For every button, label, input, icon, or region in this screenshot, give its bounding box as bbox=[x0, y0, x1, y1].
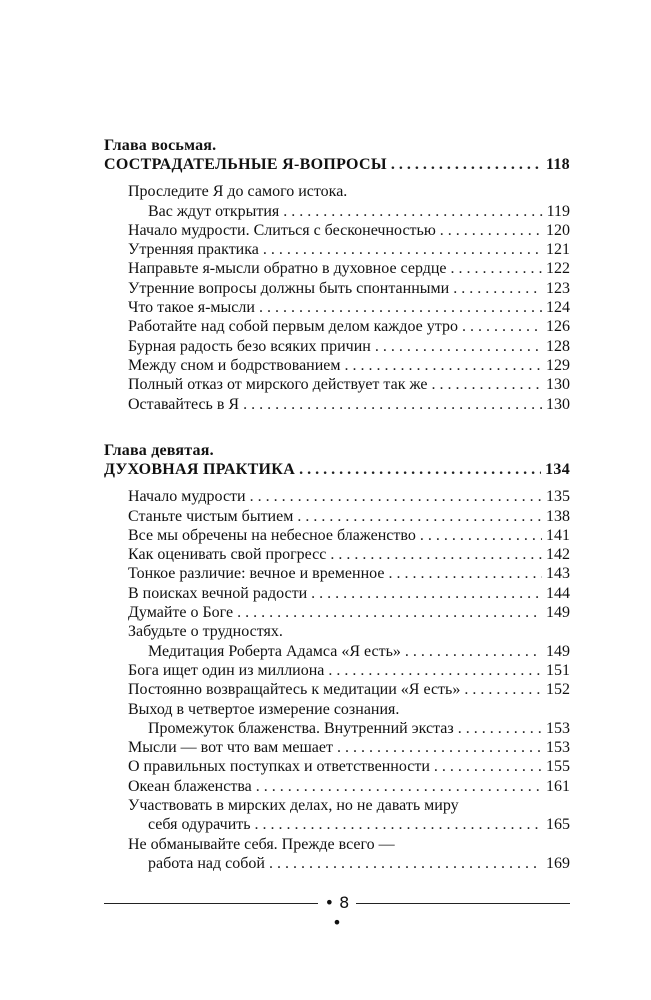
page-ref: 149 bbox=[546, 642, 570, 660]
page-ref: 130 bbox=[546, 376, 570, 394]
page-ref: 122 bbox=[546, 260, 570, 278]
toc-entry-text: Что такое я-мысли bbox=[128, 299, 255, 317]
leader-dots bbox=[255, 815, 542, 834]
toc-entry bbox=[128, 395, 570, 414]
page-ref: 120 bbox=[546, 221, 570, 239]
leader-dots bbox=[458, 719, 542, 738]
toc-entry-text: Станьте чистым бытием bbox=[128, 507, 294, 525]
toc-entry-text: Океан блаженства bbox=[128, 777, 252, 795]
toc-entry-text: работа над собой bbox=[148, 854, 265, 872]
page-ref: 123 bbox=[546, 279, 570, 297]
page-ref: 134 bbox=[545, 461, 570, 478]
toc-entry-line: Не обманывайте себя. Прежде всего — bbox=[128, 835, 395, 853]
chapter-title-row bbox=[104, 155, 570, 174]
toc-entry-text: Работайте над собой первым делом каждое утро bbox=[128, 318, 458, 336]
chapter-eight bbox=[104, 136, 570, 414]
toc-entry bbox=[128, 680, 570, 699]
leader-dots bbox=[420, 526, 542, 545]
leader-dots bbox=[263, 240, 542, 259]
leader-dots bbox=[453, 279, 542, 298]
leader-dots bbox=[299, 460, 541, 479]
toc-entry-text: Утренняя практика bbox=[128, 241, 259, 259]
page-ref: 118 bbox=[545, 156, 570, 173]
toc-entry bbox=[128, 487, 570, 506]
chapter-title: ДУХОВНАЯ ПРАКТИКА bbox=[104, 461, 296, 478]
leader-dots bbox=[405, 642, 542, 661]
toc-entry bbox=[148, 719, 570, 738]
toc-entry bbox=[128, 738, 570, 757]
page-ref: 149 bbox=[546, 604, 570, 622]
toc-entry-text: Бурная радость безо всяких причин bbox=[128, 337, 371, 355]
leader-dots bbox=[464, 680, 542, 699]
toc-entry bbox=[128, 317, 570, 336]
toc-entry-text: Оставайтесь в Я bbox=[128, 395, 240, 413]
toc-entry-text: О правильных поступках и ответственности bbox=[128, 758, 430, 776]
chapter-label: Глава девятая. bbox=[104, 442, 214, 459]
leader-dots bbox=[431, 375, 542, 394]
toc-entry-text: Мысли — вот что вам мешает bbox=[128, 739, 333, 757]
leader-dots bbox=[297, 507, 542, 526]
toc-entry-line: Выход в четвертое измерение сознания. bbox=[128, 700, 400, 718]
leader-dots bbox=[328, 661, 542, 680]
toc-entry-text: Постоянно возвращайтесь к медитации «Я есть» bbox=[128, 681, 461, 699]
toc-entry-text: Между сном и бодрствованием bbox=[128, 356, 341, 374]
page-ref: 126 bbox=[546, 318, 570, 336]
leader-dots bbox=[330, 545, 542, 564]
leader-dots bbox=[375, 337, 542, 356]
toc-entry bbox=[128, 661, 570, 680]
toc-entry bbox=[128, 507, 570, 526]
page-ref: 165 bbox=[546, 816, 570, 834]
leader-dots bbox=[311, 584, 542, 603]
toc-entry-text: В поисках вечной радости bbox=[128, 584, 308, 602]
toc-entry bbox=[128, 564, 570, 583]
toc-entry bbox=[148, 854, 570, 873]
page-ref: 141 bbox=[546, 526, 570, 544]
page-ref: 151 bbox=[546, 661, 570, 679]
toc-entry bbox=[128, 545, 570, 564]
toc-entry-text: Бога ищет один из миллиона bbox=[128, 661, 325, 679]
leader-dots bbox=[250, 487, 542, 506]
leader-dots bbox=[440, 221, 542, 240]
toc-entry bbox=[148, 815, 570, 834]
page-ref: 130 bbox=[546, 395, 570, 413]
toc-entry bbox=[128, 777, 570, 796]
toc-entry-line: Участвовать в мирских делах, но не давать миру bbox=[128, 797, 459, 815]
page-footer bbox=[104, 893, 570, 932]
toc-entry bbox=[128, 757, 570, 776]
footer-rule-right bbox=[356, 903, 570, 904]
leader-dots bbox=[259, 298, 542, 317]
leader-dots bbox=[345, 356, 542, 375]
leader-dots bbox=[388, 564, 542, 583]
leader-dots bbox=[283, 202, 542, 221]
toc-entry bbox=[148, 202, 570, 221]
leader-dots bbox=[256, 777, 542, 796]
leader-dots bbox=[462, 317, 542, 336]
page-ref: 129 bbox=[546, 356, 570, 374]
toc-entry-text: Начало мудрости. Слиться с бесконечностью bbox=[128, 221, 436, 239]
page-ref: 155 bbox=[546, 758, 570, 776]
toc-entry bbox=[148, 642, 570, 661]
page-ref: 152 bbox=[546, 681, 570, 699]
page-ref: 119 bbox=[546, 202, 570, 220]
toc-entry bbox=[128, 526, 570, 545]
page-ref: 153 bbox=[546, 719, 570, 737]
toc-entry bbox=[128, 356, 570, 375]
page-ref: 124 bbox=[546, 299, 570, 317]
chapter-label: Глава восьмая. bbox=[104, 137, 217, 154]
toc-entry bbox=[128, 240, 570, 259]
toc-entry bbox=[128, 337, 570, 356]
leader-dots bbox=[237, 603, 542, 622]
toc-entry-text: Медитация Роберта Адамса «Я есть» bbox=[148, 642, 401, 660]
page-ref: 169 bbox=[546, 854, 570, 872]
toc-entry-line: Проследите Я до самого истока. bbox=[128, 183, 348, 201]
leader-dots bbox=[243, 395, 542, 414]
toc-entry bbox=[128, 298, 570, 317]
page-ref: 153 bbox=[546, 739, 570, 757]
page-ref: 143 bbox=[546, 565, 570, 583]
toc-entry bbox=[128, 279, 570, 298]
toc-entry-text: Думайте о Боге bbox=[128, 604, 234, 622]
toc-entry-text: Полный отказ от мирского действует так же bbox=[128, 376, 428, 394]
page-ref: 144 bbox=[546, 584, 570, 602]
toc-entry bbox=[128, 603, 570, 622]
leader-dots bbox=[391, 155, 542, 174]
toc-entry bbox=[128, 259, 570, 278]
leader-dots bbox=[451, 259, 542, 278]
footer-rule-left bbox=[104, 903, 318, 904]
page-ref: 142 bbox=[546, 546, 570, 564]
toc-entry-text: Как оценивать свой прогресс bbox=[128, 546, 327, 564]
toc-entry bbox=[128, 375, 570, 394]
chapter-title-row bbox=[104, 460, 570, 479]
chapter-nine bbox=[104, 441, 570, 873]
toc-entry-line: Забудьте о трудностях. bbox=[128, 623, 283, 641]
toc-entry-text: Направьте я-мысли обратно в духовное сердце bbox=[128, 260, 447, 278]
page-ref: 138 bbox=[546, 507, 570, 525]
chapter-title: СОСТРАДАТЕЛЬНЫЕ Я-ВОПРОСЫ bbox=[104, 156, 387, 173]
leader-dots bbox=[269, 854, 542, 873]
toc-entry-text: Начало мудрости bbox=[128, 488, 246, 506]
leader-dots bbox=[337, 738, 542, 757]
toc-entry-text: Утренние вопросы должны быть спонтанными bbox=[128, 279, 450, 297]
toc-entry-text: Промежуток блаженства. Внутренний экстаз bbox=[148, 719, 454, 737]
toc-entry-text: себя одурачить bbox=[148, 816, 251, 834]
toc-entry bbox=[128, 584, 570, 603]
page-ref: 161 bbox=[546, 777, 570, 795]
toc-entry-text: Тонкое различие: вечное и временное bbox=[128, 565, 385, 583]
toc-entry-text: Все мы обречены на небесное блаженство bbox=[128, 526, 416, 544]
page-ref: 135 bbox=[546, 488, 570, 506]
toc-entry bbox=[128, 221, 570, 240]
page-ref: 128 bbox=[546, 337, 570, 355]
page-ref: 121 bbox=[546, 241, 570, 259]
page-number: • 8 • bbox=[324, 893, 350, 932]
toc-entry-text: Вас ждут открытия bbox=[148, 202, 280, 220]
leader-dots bbox=[434, 757, 542, 776]
